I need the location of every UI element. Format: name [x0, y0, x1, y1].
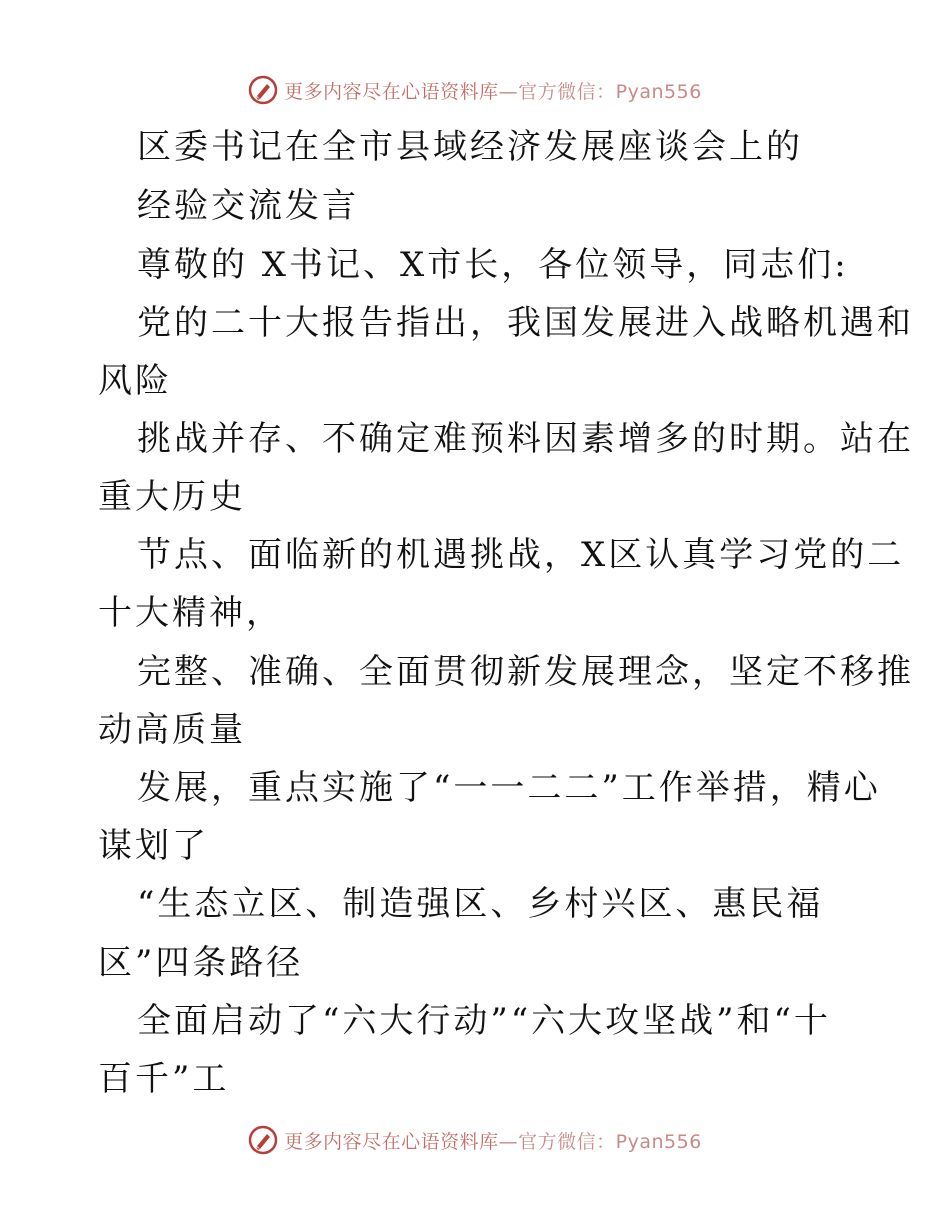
paragraph-line: “生态立区、制造强区、乡村兴区、惠民福 — [137, 884, 824, 924]
header-wechat-text: 官方微信：Pyan556 — [518, 80, 702, 103]
paragraph-line: 完整、准确、全面贯彻新发展理念，坚定不移推 — [137, 652, 914, 692]
header-banner-text — [284, 77, 702, 104]
header-banner-inner — [248, 75, 702, 105]
paragraph-line: 十大精神， — [98, 593, 283, 633]
pen-logo-icon — [248, 1125, 278, 1155]
header-brand-text: 更多内容尽在心语资料库 — [284, 80, 499, 103]
paragraph-line: 重大历史 — [98, 477, 246, 517]
paragraph-line: 百千”工 — [98, 1059, 230, 1099]
footer-banner — [0, 1120, 950, 1160]
header-dash: — — [498, 80, 519, 103]
footer-banner-inner — [248, 1125, 702, 1155]
paragraph-line: 节点、面临新的机遇挑战，X区认真学习党的二 — [137, 535, 905, 575]
footer-brand-text: 更多内容尽在心语资料库 — [284, 1130, 499, 1153]
paragraph-line: 动高质量 — [98, 710, 246, 750]
paragraph-line: 发展，重点实施了“一一二二”工作举措，精心 — [137, 768, 881, 808]
paragraph-line: 挑战并存、不确定难预料因素增多的时期。站在 — [137, 419, 914, 459]
salutation-line: 尊敬的 X书记、X市长，各位领导，同志们: — [137, 245, 849, 285]
paragraph-line: 区”四条路径 — [98, 943, 304, 983]
header-banner — [0, 70, 950, 110]
paragraph-line: 全面启动了“六大行动”“六大攻坚战”和“十 — [137, 1001, 831, 1041]
footer-wechat-text: 官方微信：Pyan556 — [518, 1130, 702, 1153]
title-line-2: 经验交流发言 — [137, 186, 359, 226]
pen-logo-icon — [248, 75, 278, 105]
footer-dash: — — [498, 1130, 519, 1153]
paragraph-line: 党的二十大报告指出，我国发展进入战略机遇和 — [137, 303, 914, 343]
paragraph-line: 谋划了 — [98, 826, 209, 866]
title-line-1: 区委书记在全市县域经济发展座谈会上的 — [137, 127, 803, 167]
paragraph-line: 风险 — [98, 361, 172, 401]
footer-banner-text — [284, 1127, 702, 1154]
